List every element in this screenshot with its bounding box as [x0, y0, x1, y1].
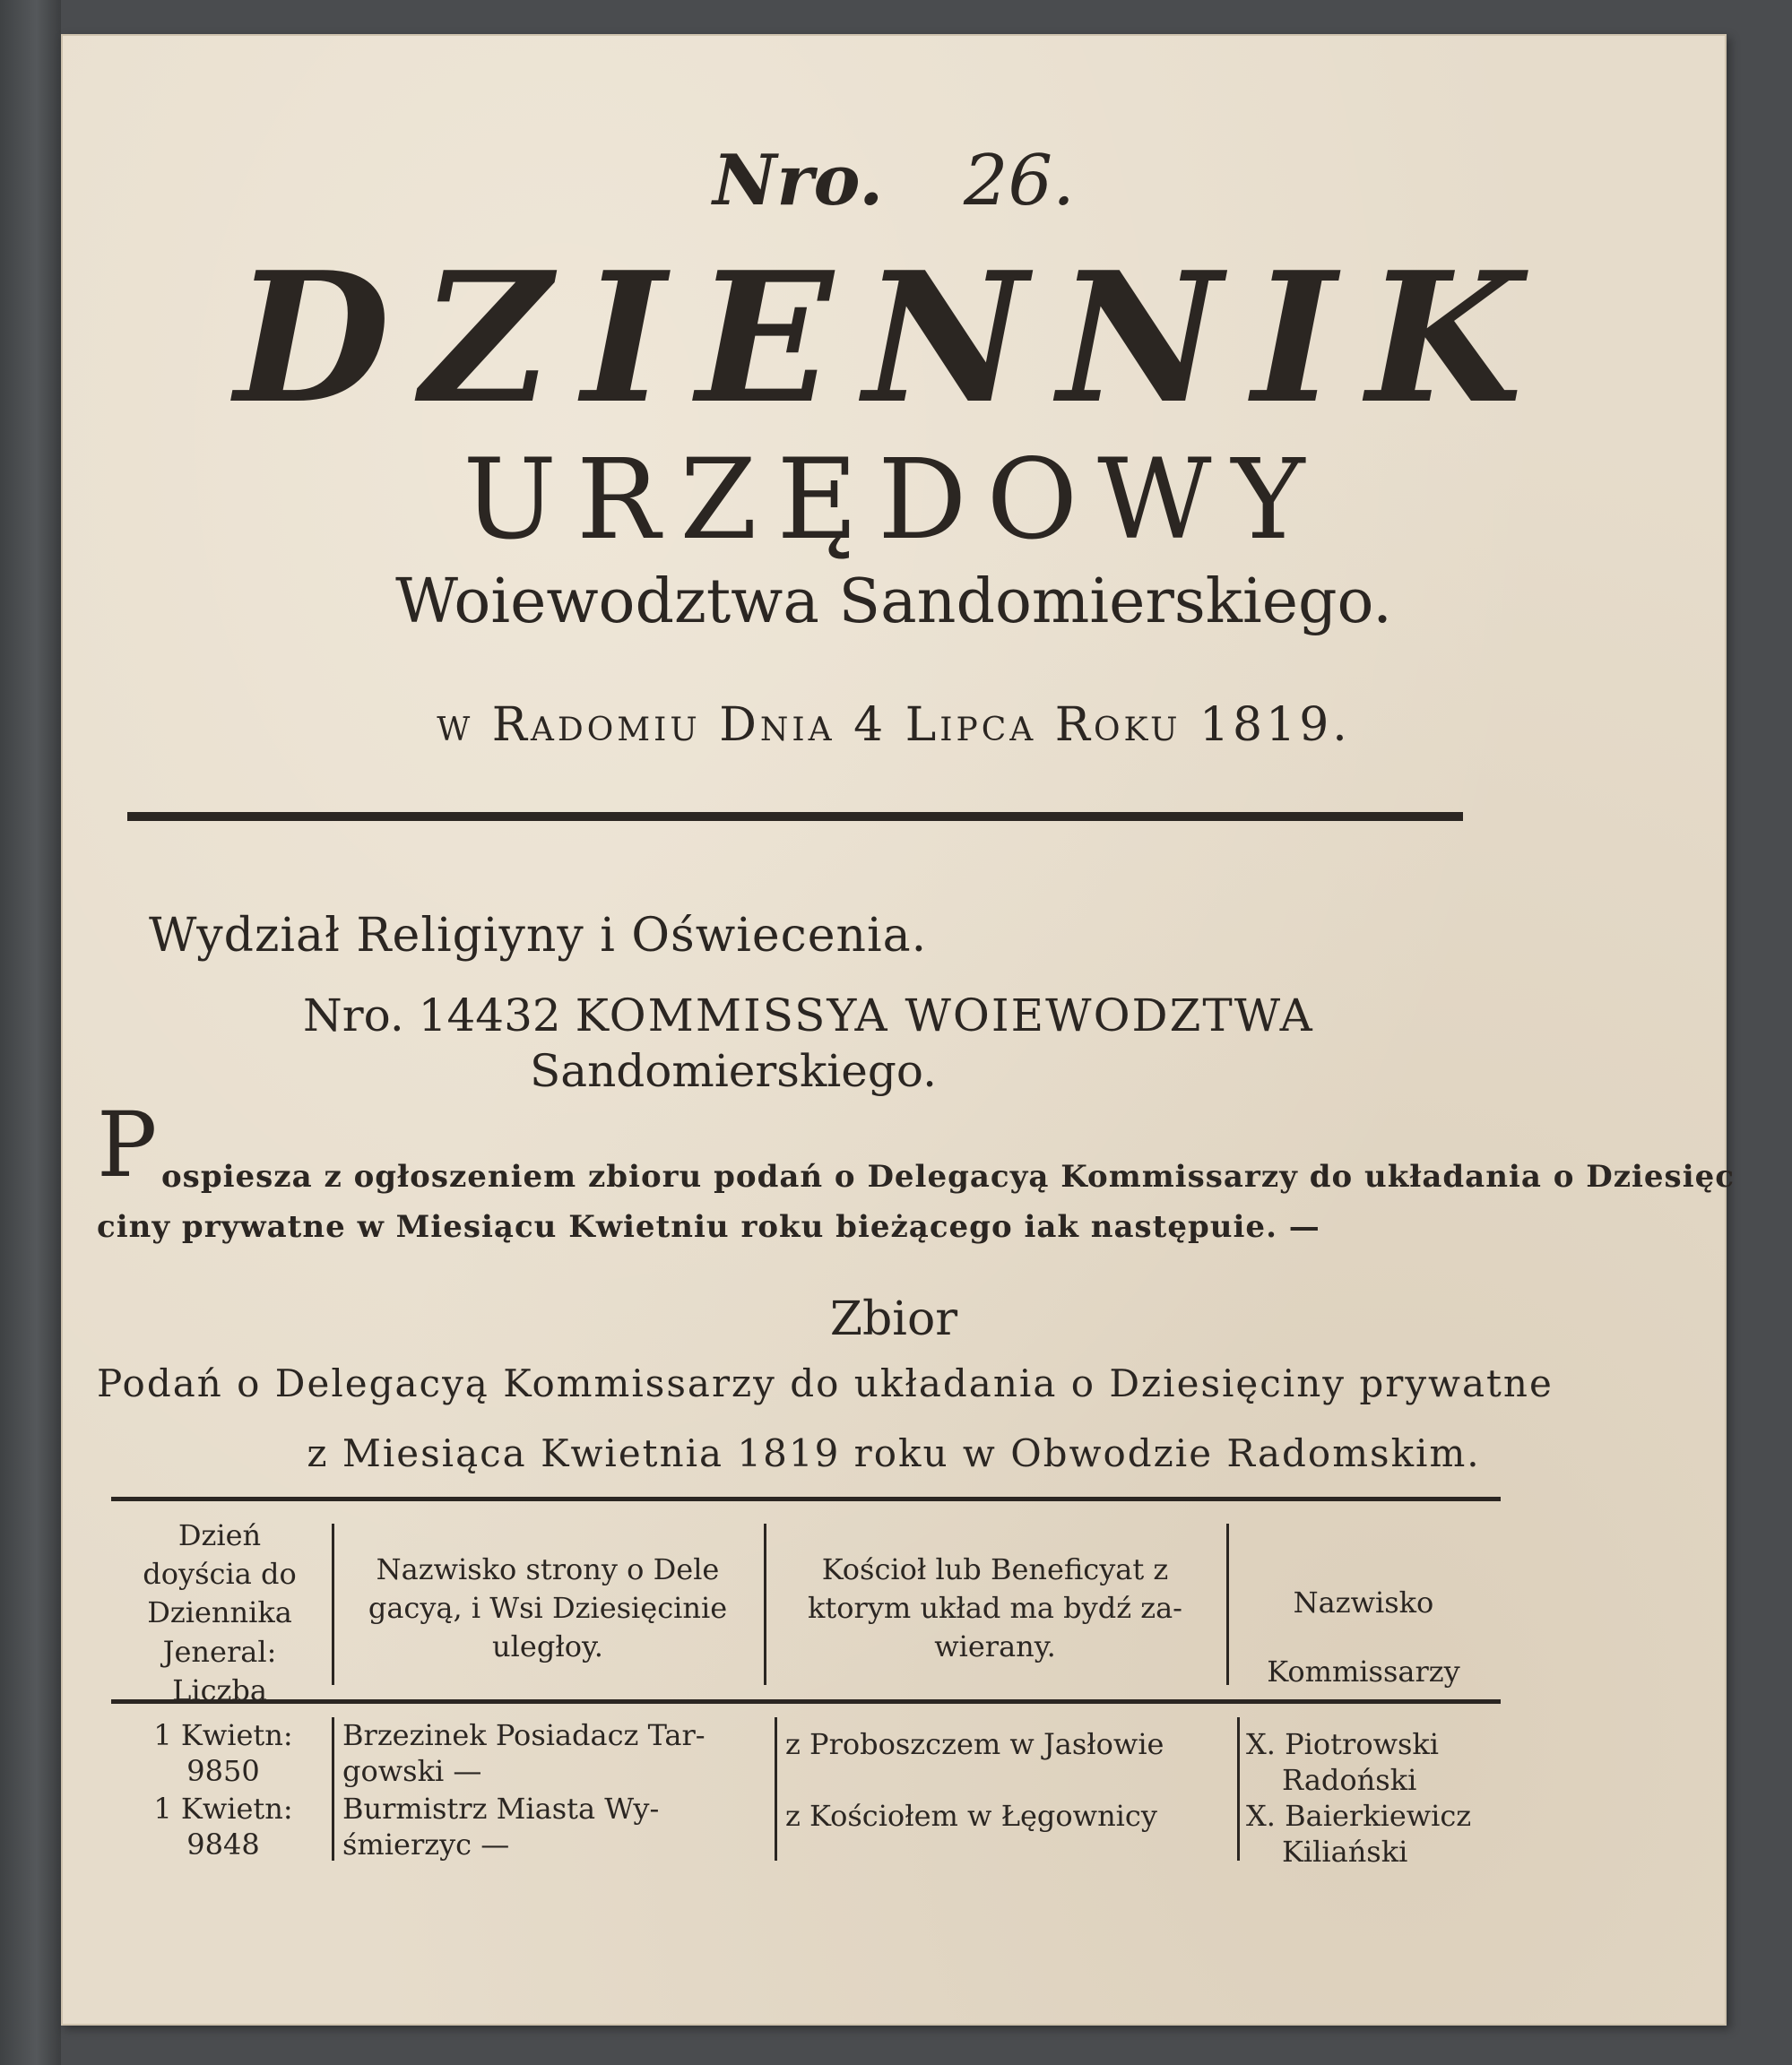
intro-text-line: ciny prywatne w Miesiącu Kwietniu roku bieżącego iak następuie. —	[97, 1209, 1320, 1245]
header-line: Kościoł lub Beneficyat z	[821, 1552, 1169, 1586]
masthead-subtitle: URZĘDOWY	[463, 436, 1325, 565]
cell-line: śmierzyc —	[342, 1827, 510, 1862]
cell-line: Kiliański	[1282, 1835, 1408, 1869]
cell-line: z Kościołem w Łęgownicy	[785, 1799, 1157, 1833]
cell-line: z Proboszczem w Jasłowie	[785, 1727, 1164, 1761]
masthead-region: Woiewodztwa Sandomierskiego.	[395, 566, 1392, 637]
column-divider	[1237, 1717, 1240, 1861]
commission-name: KOMMISSYA WOIEWODZTWA	[575, 989, 1314, 1041]
cell-line: gowski —	[342, 1754, 482, 1788]
column-divider	[764, 1524, 766, 1685]
document-page	[61, 34, 1735, 2026]
header-line: Dziennika	[147, 1595, 292, 1630]
collection-description-line: z Miesiąca Kwietnia 1819 roku w Obwodzie Radomskim.	[307, 1431, 1481, 1475]
table-header-date	[111, 1516, 328, 1710]
cell-line: X. Piotrowski	[1246, 1727, 1440, 1761]
decree-number: Nro. 14432	[303, 989, 561, 1041]
table-header-church	[771, 1551, 1219, 1667]
table-header-commissioners	[1234, 1568, 1493, 1706]
issue-number	[61, 140, 1727, 221]
cell-line: 9848	[186, 1827, 260, 1862]
masthead-title: DZIENNIK	[234, 233, 1554, 444]
table-row-1-church	[785, 1726, 1234, 1762]
book-spine	[0, 0, 61, 2065]
department-heading: Wydział Religiyny i Oświecenia.	[149, 909, 928, 963]
cell-line: 1 Kwietn:	[153, 1718, 293, 1752]
cell-line: X. Baierkiewicz	[1246, 1799, 1472, 1833]
commission-heading	[303, 989, 1314, 1041]
header-line: Dzień	[177, 1518, 262, 1552]
commission-region: Sandomierskiego.	[530, 1045, 937, 1097]
header-line: doyścia do	[143, 1557, 297, 1592]
collection-title: Zbior	[829, 1292, 958, 1346]
column-divider	[332, 1717, 334, 1861]
cell-line: Radoński	[1282, 1763, 1417, 1797]
cell-line: Brzezinek Posiadacz Tar-	[342, 1718, 706, 1752]
column-divider	[775, 1717, 777, 1861]
table-row-1-commissioner	[1246, 1726, 1501, 1798]
drop-cap: P	[97, 1093, 158, 1197]
delegation-table	[111, 1497, 1501, 1873]
column-divider	[332, 1524, 334, 1685]
header-line: ktorym układ ma bydź za-	[808, 1591, 1182, 1626]
header-line: Nazwisko	[1293, 1585, 1434, 1620]
header-line: Kommissarzy	[1267, 1654, 1460, 1689]
issue-number-value: 26.	[963, 141, 1075, 221]
table-row-2-party	[342, 1791, 764, 1862]
header-line: uległoy.	[492, 1629, 603, 1664]
dateline: w Radomiu Dnia 4 Lipca Roku 1819.	[437, 698, 1351, 752]
collection-description-line: Podań o Delegacyą Kommissarzy do układania o Dziesięciny prywatne	[97, 1361, 1554, 1405]
header-line: wierany.	[934, 1629, 1056, 1664]
header-line: Nazwisko strony o Dele	[376, 1552, 720, 1586]
issue-number-label: Nro.	[713, 140, 884, 221]
table-row-1-party	[342, 1717, 764, 1789]
cell-line: 1 Kwietn:	[153, 1792, 293, 1826]
column-divider	[1226, 1524, 1229, 1685]
table-top-rule	[111, 1497, 1501, 1501]
intro-text-line: ospiesza z ogłoszeniem zbioru podań o Delegacyą Kommissarzy do układania o Dziesięc	[161, 1159, 1735, 1195]
cell-line: Burmistrz Miasta Wy-	[342, 1792, 660, 1826]
header-line: Jeneral:	[162, 1634, 277, 1669]
cell-line: 9850	[186, 1754, 260, 1788]
table-row-2-church	[785, 1798, 1234, 1834]
table-row-2-commissioner	[1246, 1798, 1501, 1870]
table-row-1-date	[120, 1717, 326, 1789]
header-line: Liczba	[172, 1672, 267, 1707]
header-divider	[127, 812, 1463, 821]
table-header-party	[337, 1551, 758, 1667]
header-line: gacyą, i Wsi Dziesięcinie	[368, 1591, 728, 1626]
table-row-2-date	[120, 1791, 326, 1862]
